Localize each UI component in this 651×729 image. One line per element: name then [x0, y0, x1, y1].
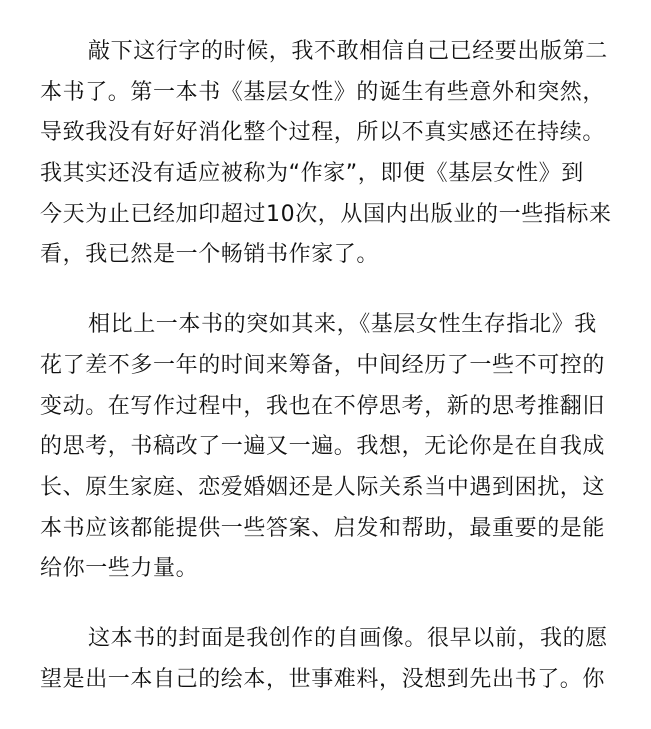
text-line: 敲下这行字的时候，我不敢相信自己已经要出版第二	[88, 39, 608, 64]
text-line: 长、原生家庭、恋爱婚姻还是人际关系当中遇到困扰，这	[40, 474, 606, 500]
text-line: 相比上一本书的突如其来，《基层女性生存指北》我	[88, 312, 597, 338]
text-line: 这本书的封面是我创作的自画像。很早以前，我的愿	[88, 625, 608, 651]
text-line: 给你一些力量。	[40, 556, 199, 582]
text-line: 我其实还没有适应被称为“作家”，即便《基层女性》到	[40, 161, 584, 187]
text-line: 今天为止已经加印超过10次，从国内出版业的一些指标来	[40, 201, 612, 227]
text-line: 导致我没有好好消化整个过程，所以不真实感还在持续。	[40, 120, 606, 146]
text-line: 变动。在写作过程中，我也在不停思考，新的思考推翻旧	[40, 393, 606, 419]
paragraph	[40, 32, 620, 276]
text-line: 本书应该都能提供一些答案、启发和帮助，最重要的是能	[40, 515, 606, 541]
document-body	[40, 32, 620, 729]
text-line: 望是出一本自己的绘本，世事难料，没想到先出书了。你	[40, 666, 606, 692]
text-line: 本书了。第一本书《基层女性》的诞生有些意外和突然，	[40, 79, 606, 105]
text-line: 的思考，书稿改了一遍又一遍。我想，无论你是在自我成	[40, 434, 606, 460]
paragraph	[40, 305, 620, 590]
text-line: 看，我已然是一个畅销书作家了。	[40, 242, 380, 268]
paragraph	[40, 619, 620, 700]
text-line: 花了差不多一年的时间来筹备，中间经历了一些不可控的	[40, 352, 606, 378]
